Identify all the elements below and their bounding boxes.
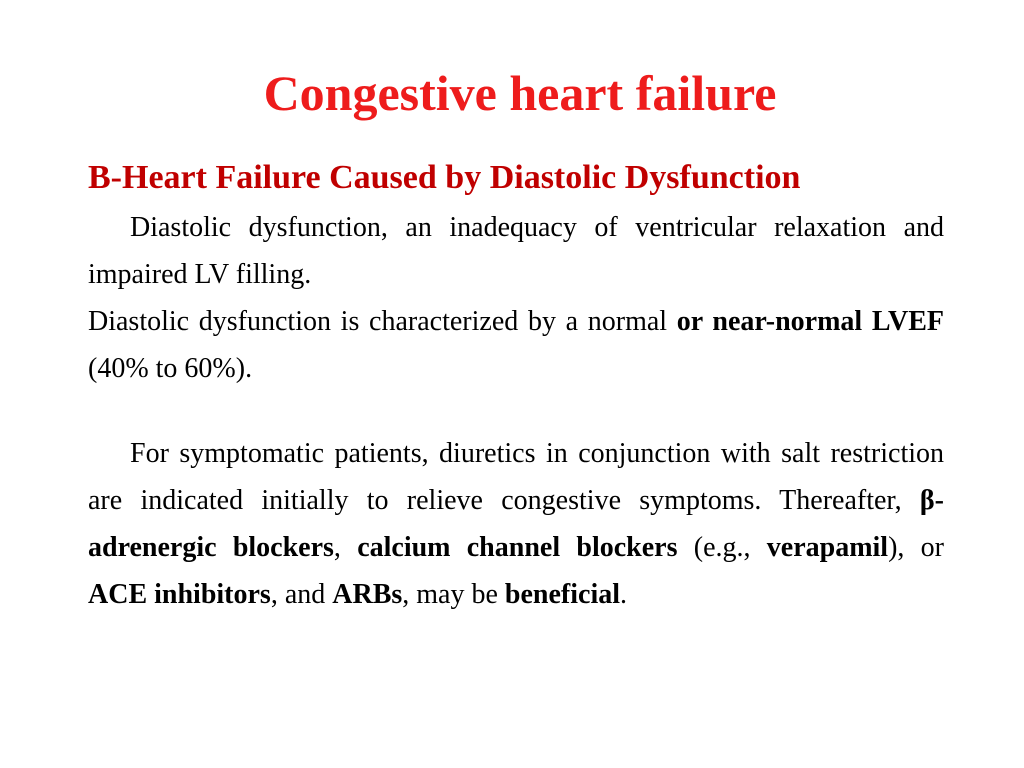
paragraph-treatment	[88, 430, 944, 618]
slide-title: Congestive heart failure	[263, 65, 777, 121]
beta-blockers-term: β-adrenergic blockers	[88, 485, 944, 563]
calcium-channel-blockers-term: calcium channel blockers	[357, 532, 678, 563]
treatment-text-6: , may be	[402, 579, 505, 610]
ace-inhibitors-term: ACE inhibitors	[88, 579, 271, 610]
paragraph-lvef-text-end: (40% to 60%).	[88, 353, 253, 384]
treatment-text-2: ,	[333, 532, 358, 563]
treatment-text-5: , and	[270, 579, 333, 610]
paragraph-diastolic-definition: Diastolic dysfunction, an inadequacy of ventricular relaxation and impaired LV filling.	[88, 212, 944, 290]
beneficial-term: beneficial	[504, 579, 621, 610]
treatment-text-3: (e.g.,	[677, 532, 767, 563]
treatment-text-7: .	[620, 579, 628, 610]
verapamil-term: verapamil	[766, 532, 889, 563]
treatment-text-4: ), or	[888, 532, 944, 563]
lvef-emphasis: or near-normal LVEF	[676, 306, 944, 337]
section-heading: B-Heart Failure Caused by Diastolic Dysfunction	[88, 159, 801, 196]
treatment-text-1: For symptomatic patients, diuretics in conjunction with salt restriction are indicated initially to relieve congestive symptoms. Thereafter,	[88, 438, 944, 516]
paragraph-lvef-text-start: Diastolic dysfunction is characterized by a normal	[88, 306, 677, 337]
paragraph-lvef	[88, 298, 944, 392]
arbs-term: ARBs	[332, 579, 403, 610]
